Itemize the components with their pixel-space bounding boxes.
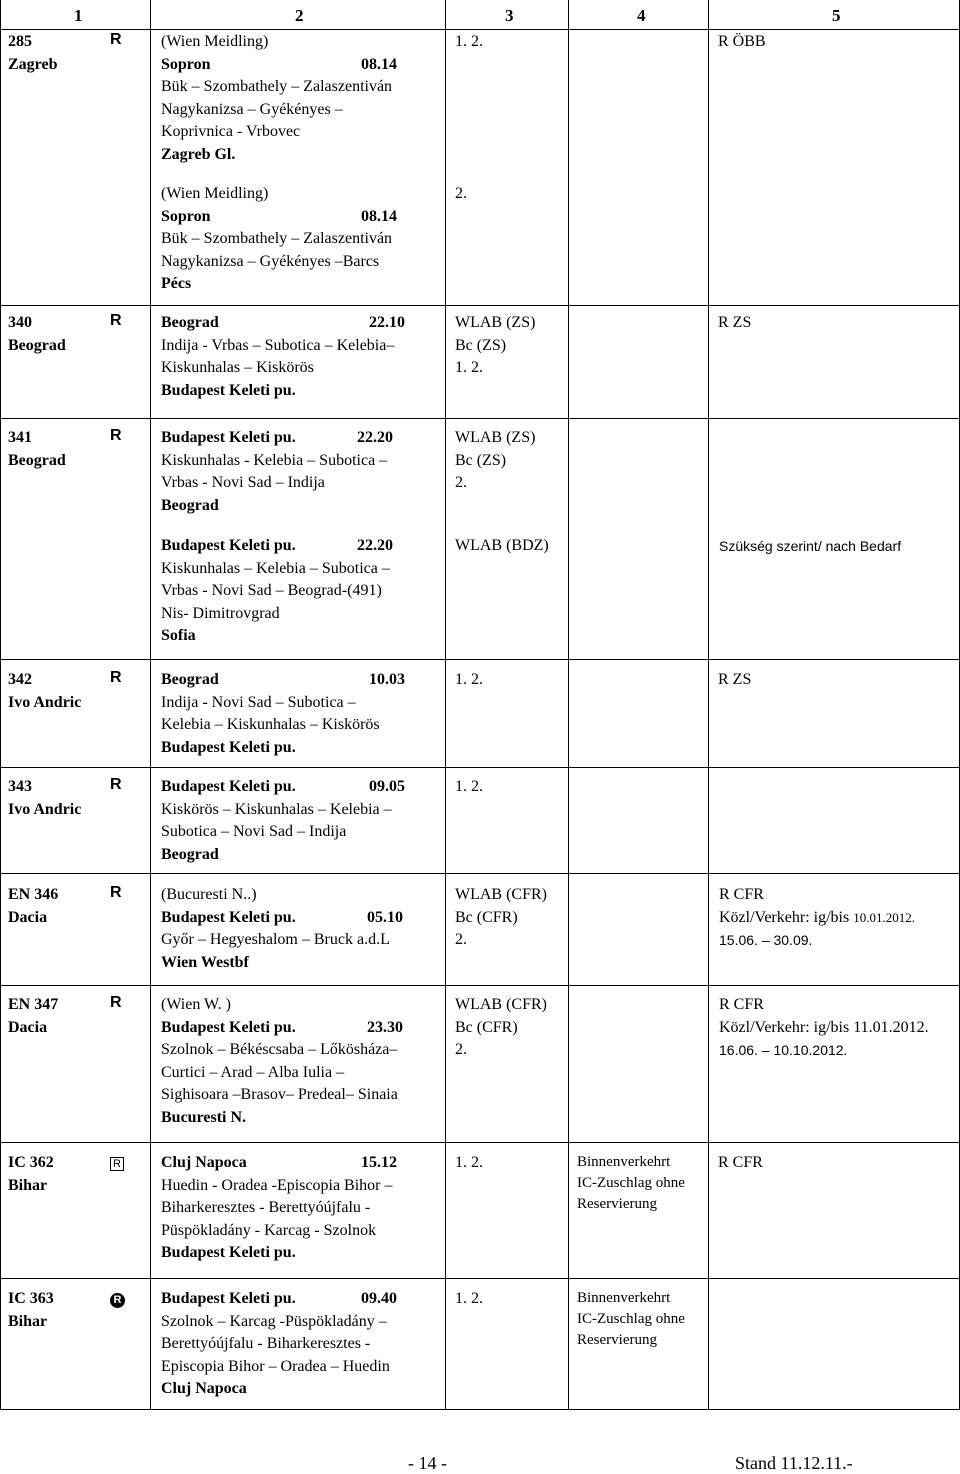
column-header-4: 4: [637, 6, 646, 25]
table-rule: [0, 767, 960, 768]
class: 1. 2.: [455, 1290, 483, 1307]
table-rule: [0, 985, 960, 986]
remark: R ÖBB: [718, 33, 766, 50]
class: 2.: [455, 185, 467, 202]
route: Beograd 10.03 Indija - Novi Sad – Subotica – Kelebia – Kiskunhalas – Kiskörös Budapest Keleti pu.: [161, 671, 405, 756]
remark: R ZS: [718, 671, 752, 688]
reservation-circle-icon: R: [110, 1290, 125, 1308]
class: WLAB (BDZ): [455, 537, 549, 554]
train-number: IC 363 Bihar: [8, 1290, 54, 1330]
reservation-required-icon: R: [110, 994, 122, 1011]
reservation-required-icon: R: [110, 884, 122, 901]
table-rule: [0, 1142, 960, 1143]
route: Budapest Keleti pu. 22.20 Kiskunhalas - Kelebia – Subotica – Vrbas - Novi Sad – Indija Beograd: [161, 429, 393, 514]
route: (Wien Meidling) Sopron 08.14 Bük – Szombathely – Zalaszentiván Nagykanizsa – Gyékényes –Barcs Pécs: [161, 185, 397, 292]
train-number: 285 Zagreb: [8, 33, 58, 73]
route: Budapest Keleti pu. 09.40 Szolnok – Karcag -Püspökladány – Berettyóújfalu - Biharkeresztes - Episcopia Bihor – Oradea – Huedin Cluj Napoca: [161, 1290, 397, 1397]
table-rule: [0, 305, 960, 306]
class: WLAB (ZS) Bc (ZS) 2.: [455, 429, 536, 491]
remark: Szükség szerint/ nach Bedarf: [719, 538, 902, 554]
train-number: EN 347 Dacia: [8, 996, 59, 1036]
reservation-required-icon: R: [110, 669, 122, 686]
note: Binnenverkehrt IC-Zuschlag ohne Reservierung: [577, 1154, 685, 1212]
train-number: IC 362 Bihar: [8, 1154, 54, 1194]
remark: R CFR: [718, 1154, 763, 1171]
route: Beograd 22.10 Indija - Vrbas – Subotica – Kelebia– Kiskunhalas – Kiskörös Budapest Keleti pu.: [161, 314, 405, 399]
reservation-required-icon: R: [110, 312, 122, 329]
page-number: - 14 -: [408, 1453, 447, 1473]
class: WLAB (ZS) Bc (ZS) 1. 2.: [455, 314, 536, 376]
column-header-1: 1: [74, 6, 83, 25]
route: (Wien W. ) Budapest Keleti pu. 23.30 Szolnok – Békéscsaba – Lőkösháza– Curtici – Arad – Alba Iulia – Sighisoara –Brasov– Predeal– Sinaia Bucuresti N.: [161, 996, 403, 1126]
table-rule: [0, 659, 960, 660]
reservation-boxed-icon: R: [110, 1154, 124, 1172]
train-number: 343 Ivo Andric: [8, 778, 82, 818]
remark: R CFR Közl/Verkehr: ig/bis 10.01.2012. 15.06. – 30.09.: [719, 886, 915, 948]
table-rule: [0, 1278, 960, 1279]
table-rule: [0, 418, 960, 419]
remark: R ZS: [718, 314, 752, 331]
reservation-required-icon: R: [110, 31, 122, 48]
table-border: [0, 0, 1, 1410]
class: 1. 2.: [455, 33, 483, 50]
column-divider: [568, 0, 569, 1410]
train-number: 340 Beograd: [8, 314, 66, 354]
route: Cluj Napoca 15.12 Huedin - Oradea -Episcopia Bihor – Biharkeresztes - Berettyóújfalu - Püspökladány - Karcag - Szolnok Budapest Keleti pu.: [161, 1154, 397, 1261]
class: WLAB (CFR) Bc (CFR) 2.: [455, 886, 547, 948]
column-header-2: 2: [295, 6, 304, 25]
train-number: EN 346 Dacia: [8, 886, 59, 926]
route: Budapest Keleti pu. 09.05 Kiskörös – Kiskunhalas – Kelebia – Subotica – Novi Sad – Indija Beograd: [161, 778, 405, 863]
table-rule: [0, 1409, 960, 1410]
column-divider: [150, 0, 151, 1410]
reservation-required-icon: R: [110, 427, 122, 444]
train-number: 342 Ivo Andric: [8, 671, 82, 711]
class: WLAB (CFR) Bc (CFR) 2.: [455, 996, 547, 1058]
class: 1. 2.: [455, 1154, 483, 1171]
table-rule: [0, 29, 960, 30]
column-header-3: 3: [505, 6, 514, 25]
reservation-required-icon: R: [110, 776, 122, 793]
route: (Bucuresti N..) Budapest Keleti pu. 05.10 Győr – Hegyeshalom – Bruck a.d.L Wien Westbf: [161, 886, 403, 971]
table-rule: [0, 873, 960, 874]
train-number: 341 Beograd: [8, 429, 66, 469]
note: Binnenverkehrt IC-Zuschlag ohne Reservierung: [577, 1290, 685, 1348]
stand-date: Stand 11.12.11.-: [735, 1453, 853, 1473]
class: 1. 2.: [455, 778, 483, 795]
route: (Wien Meidling) Sopron 08.14 Bük – Szombathely – Zalaszentiván Nagykanizsa – Gyékényes – Koprivnica - Vrbovec Zagreb Gl.: [161, 33, 397, 163]
remark: R CFR Közl/Verkehr: ig/bis 11.01.2012. 16.06. – 10.10.2012.: [719, 996, 929, 1058]
column-header-5: 5: [832, 6, 841, 25]
column-divider: [445, 0, 446, 1410]
route: Budapest Keleti pu. 22.20 Kiskunhalas – Kelebia – Subotica – Vrbas - Novi Sad – Beograd-(491) Nis- Dimitrovgrad Sofia: [161, 537, 393, 644]
class: 1. 2.: [455, 671, 483, 688]
column-divider: [708, 0, 709, 1410]
